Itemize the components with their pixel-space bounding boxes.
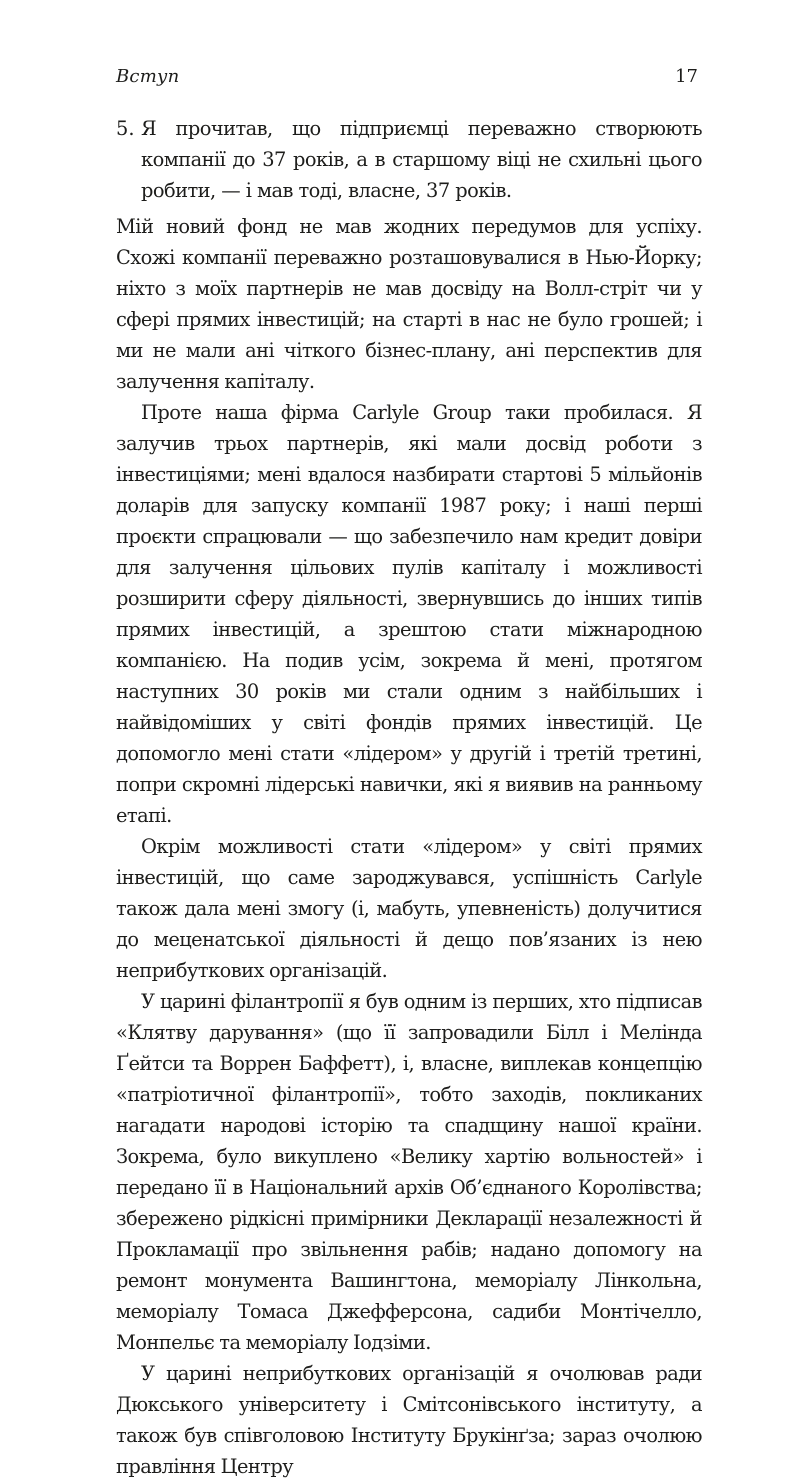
list-item-text: Я прочитав, що підприємці переважно створюють компанії до 37 років, а в старшому віці не схильні цього робити, — і мав тоді, власне, 37 років. — [141, 117, 702, 202]
paragraph: У царині неприбуткових організацій я очолював ради Дюкського університету і Смітсонівського інституту, а також був співголовою Інституту Брукінґза; зараз очолюю правління Центру — [116, 1362, 702, 1478]
list-item-number: 5. — [116, 117, 135, 140]
numbered-list-item — [116, 113, 702, 206]
paragraph: У царині філантропії я був одним із перших, хто підписав «Клятву дарування» (що її запровадили Білл і Мелінда Ґейтси та Воррен Баффетт), і, власне, виплекав концепцію «патріотичної філантропії», тобто заходів, покликаних нагадати народові історію та спадщину нашої країни. Зокрема, було викуплено «Велику хартію вольностей» і передано її в Національний архів Об’єднаного Королівства; збережено рідкісні примірники Декларації незалежності й Прокламації про звільнення рабів; надано допомогу на ремонт монумента Вашингтона, меморіалу Лінкольна, меморіалу Томаса Джефферсона, садиби Монтічелло, Монпельє та меморіалу Іодзіми. — [116, 990, 702, 1354]
body-text — [116, 211, 702, 1482]
paragraph: Проте наша фірма Carlyle Group таки пробилася. Я залучив трьох партнерів, які мали досвід роботи з інвестиціями; мені вдалося назбирати стартові 5 мільйонів доларів для запуску компанії 1987 року; і наші перші проєкти спрацювали — що забезпечило нам кредит довіри для залучення цільових пулів капіталу і можливості розширити сферу діяльності, звернувшись до інших типів прямих інвестицій, а зрештою стати міжнародною компанією. На подив усім, зокрема й мені, протягом наступних 30 років ми стали одним з найбільших і найвідоміших у світі фондів прямих інвестицій. Це допомогло мені стати «лідером» у другій і третій третині, попри скромні лідерські навички, які я виявив на ранньому етапі. — [116, 401, 702, 827]
page-number: 17 — [675, 66, 698, 87]
paragraph: Окрім можливості стати «лідером» у світі прямих інвестицій, що саме зароджувався, успішність Carlyle також дала мені змогу (і, мабуть, упевненість) долучитися до меценатської діяльності й дещо пов’язаних із нею неприбуткових організацій. — [116, 835, 702, 982]
running-head: Вступ — [116, 66, 180, 87]
page-header — [116, 66, 698, 92]
paragraph: Мій новий фонд не мав жодних передумов для успіху. Схожі компанії переважно розташовувалися в Нью-Йорку; ніхто з моїх партнерів не мав досвіду на Волл-стріт чи у сфері прямих інвестицій; на старті в нас не було грошей; і ми не мали ані чіткого бізнес-плану, ані перспектив для залучення капіталу. — [116, 215, 702, 393]
